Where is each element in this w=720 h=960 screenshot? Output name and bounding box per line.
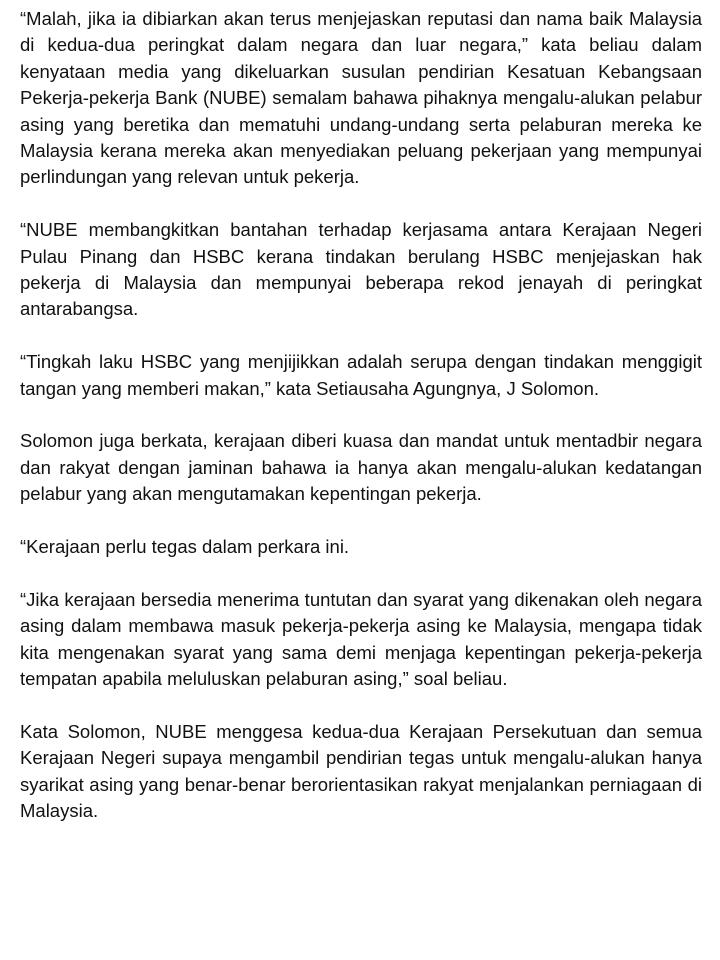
paragraph-2: “NUBE membangkitkan bantahan terhadap kerjasama antara Kerajaan Negeri Pulau Pinang dan HSBC kerana tindakan berulang HSBC menjejaskan hak pekerja di Malaysia dan mempunyai beberapa rekod jenayah di peringkat antarabangsa. bbox=[20, 219, 702, 320]
paragraph-6: “Jika kerajaan bersedia menerima tuntutan dan syarat yang dikenakan oleh negara asing dalam membawa masuk pekerja-pekerja asing ke Malaysia, mengapa tidak kita mengenakan syarat yang sama demi menjaga kepentingan pekerja-pekerja tempatan apabila meluluskan pelaburan asing,” soal beliau. bbox=[20, 588, 702, 690]
paragraph-3: “Tingkah laku HSBC yang menjijikkan adalah serupa dengan tindakan menggigit tangan yang memberi makan,” kata Setiausaha Agungnya, J Solomon. bbox=[20, 351, 702, 399]
paragraph-7: Kata Solomon, NUBE menggesa kedua-dua Kerajaan Persekutuan dan semua Kerajaan Negeri supaya mengambil pendirian tegas untuk mengalu-alukan hanya syarikat asing yang benar-benar berorientasikan rakyat menjalankan perniagaan di Malaysia. bbox=[20, 720, 702, 822]
paragraph-1: “Malah, jika ia dibiarkan akan terus menjejaskan reputasi dan nama baik Malaysia di kedua-dua peringkat dalam negara dan luar negara,” kata beliau dalam kenyataan media yang dikeluarkan susulan pendirian Kesatuan Kebangsaan Pekerja-pekerja Bank (NUBE) semalam bahawa pihaknya mengalu-alukan pelabur asing yang beretika dan mematuhi undang-undang serta pelaburan mereka ke Malaysia kerana mereka akan menyediakan peluang pekerjaan yang mempunyai perlindungan yang relevan untuk pekerja. bbox=[20, 8, 702, 188]
paragraph-4: Solomon juga berkata, kerajaan diberi kuasa dan mandat untuk mentadbir negara dan rakyat dengan jaminan bahawa ia hanya akan mengalu-alukan kedatangan pelabur yang akan mengutamakan kepentingan pekerja. bbox=[20, 430, 702, 505]
paragraph-5: “Kerajaan perlu tegas dalam perkara ini. bbox=[20, 536, 350, 558]
article-body bbox=[20, 6, 702, 825]
